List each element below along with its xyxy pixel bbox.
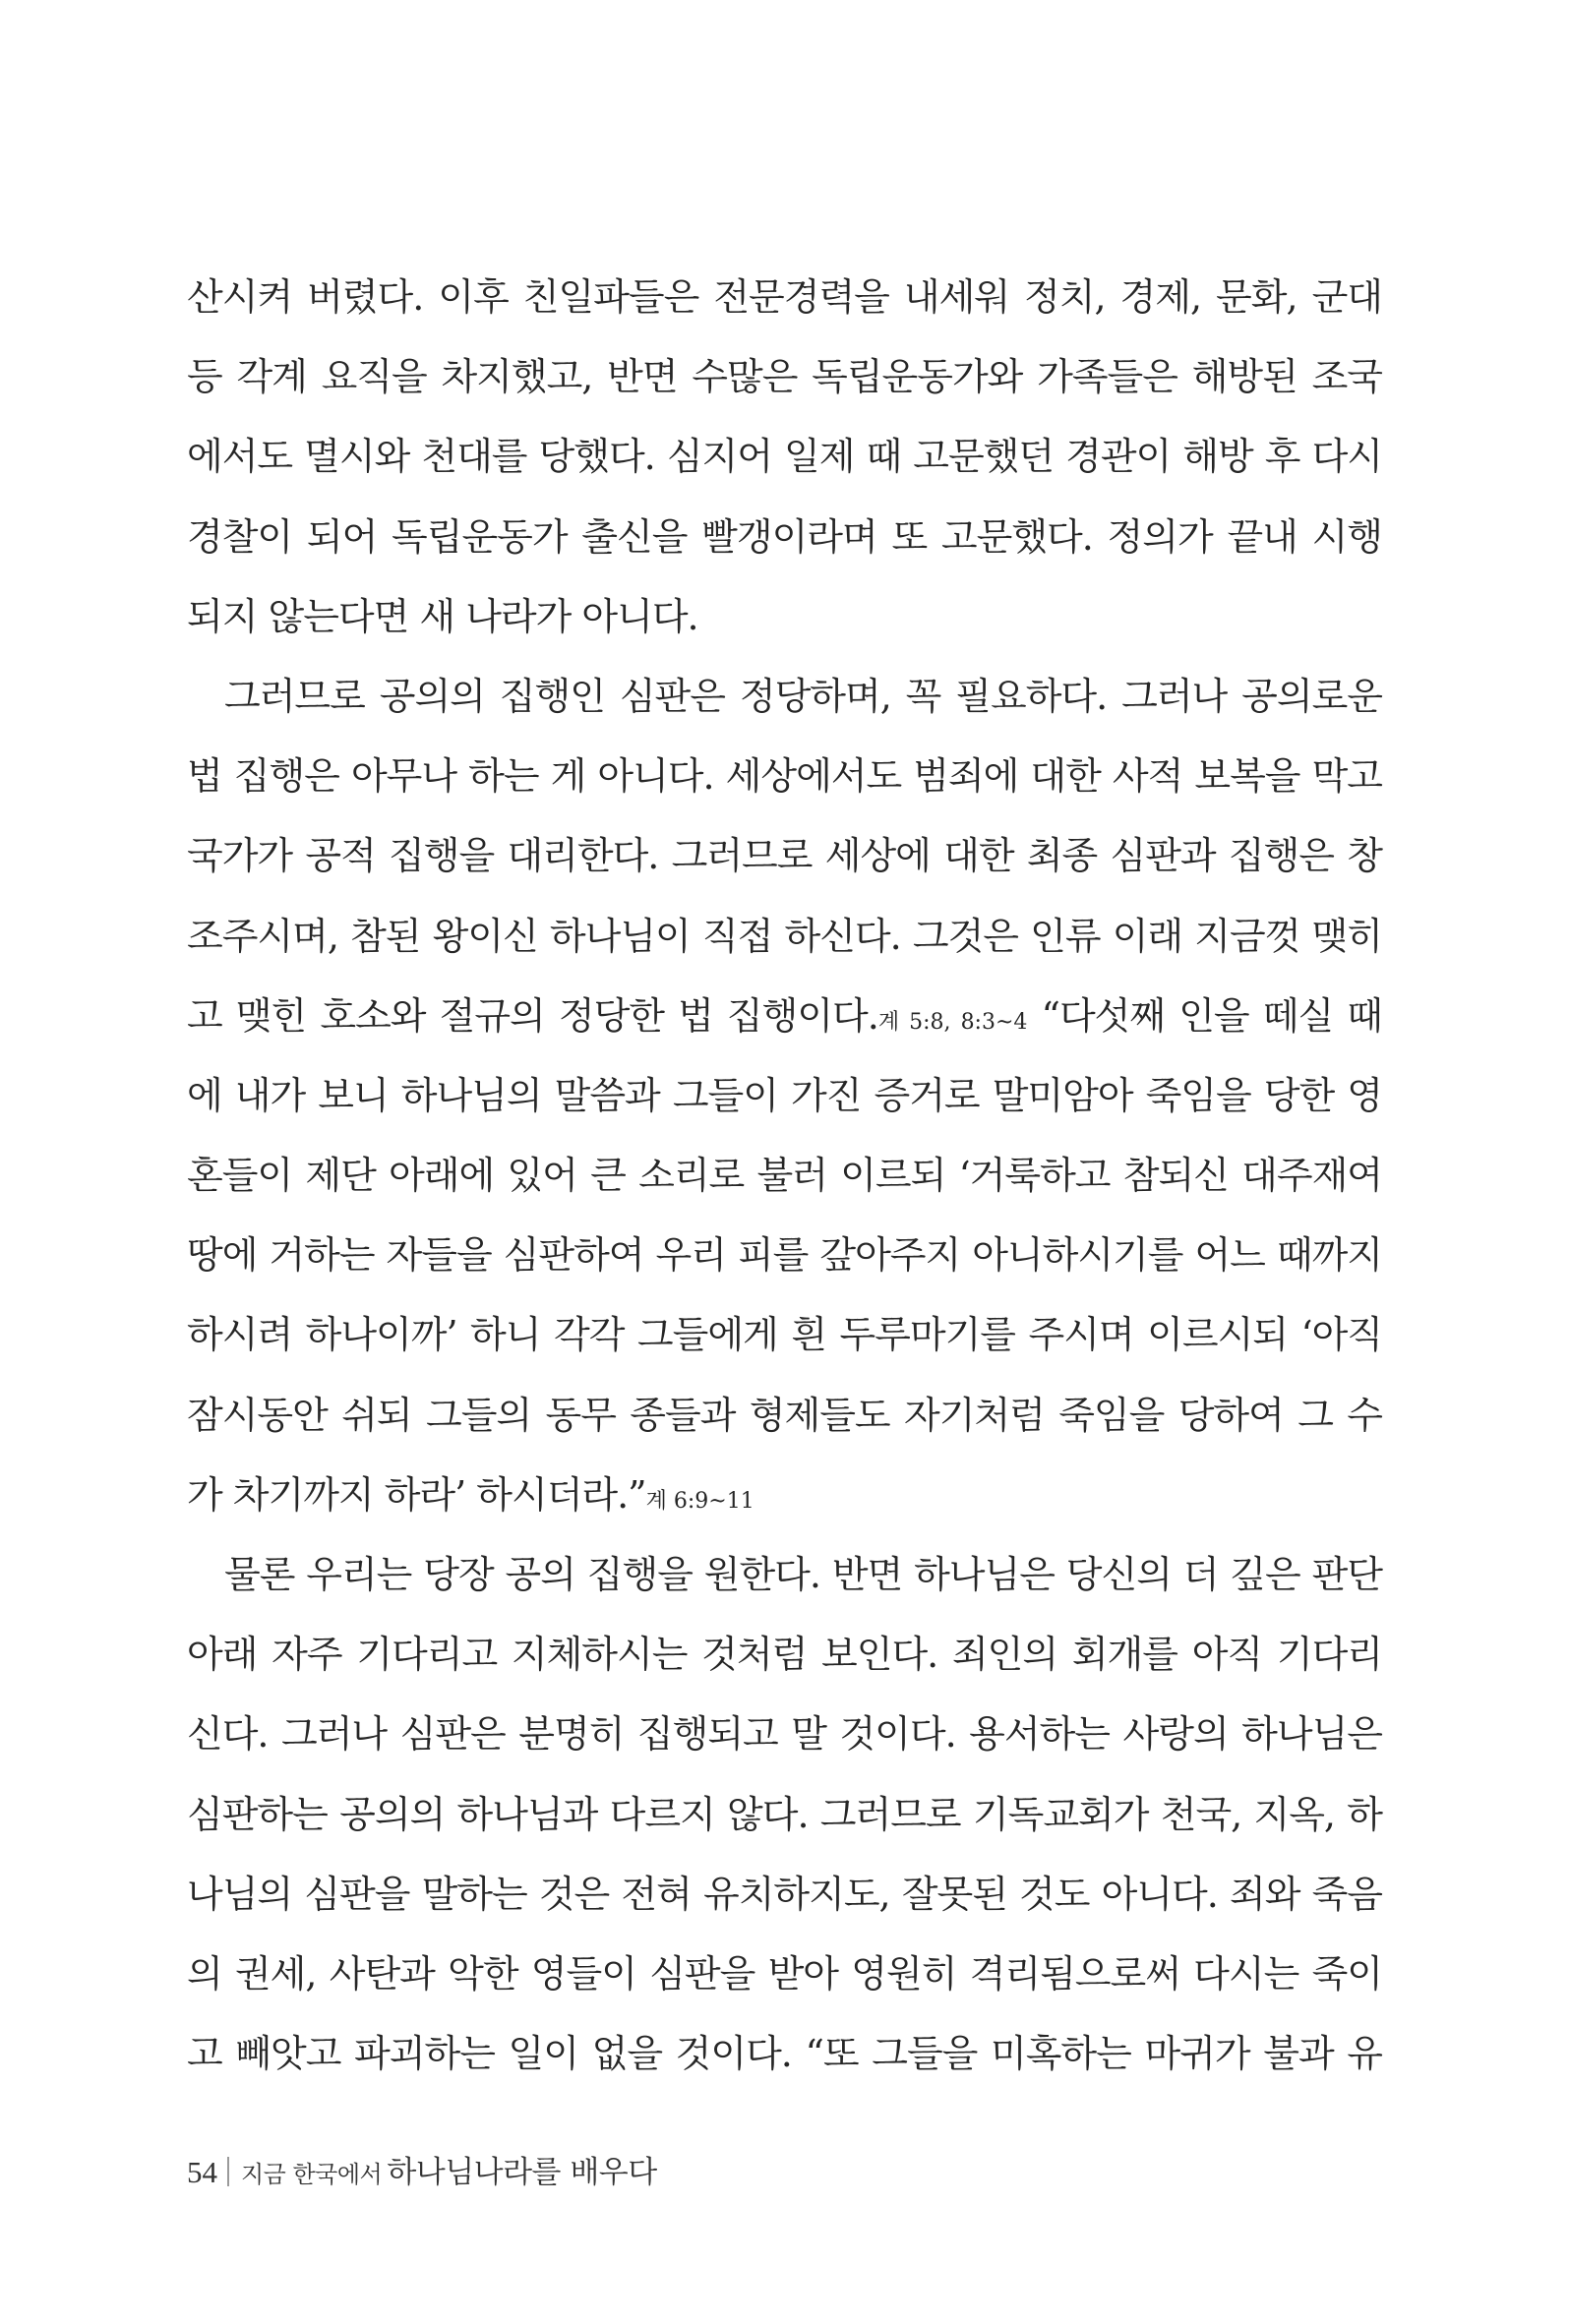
scripture-reference: 계 6:9~11 <box>645 1488 754 1514</box>
body-line: 법 집행은 아무나 하는 게 아니다. 세상에서도 범죄에 대한 사적 보복을 막고 <box>187 754 1382 799</box>
body-line: 잠시동안 쉬되 그들의 동무 종들과 형제들도 자기처럼 죽임을 당하여 그 수 <box>187 1393 1382 1437</box>
paragraph-start-line: 물론 우리는 당장 공의 집행을 원한다. 반면 하나님은 당신의 더 깊은 판단 <box>224 1553 1382 1596</box>
body-text-segment: “다섯째 인을 떼실 때 <box>1027 993 1382 1038</box>
body-line-with-reference <box>187 1456 1382 1535</box>
body-line: 산시켜 버렸다. 이후 친일파들은 전문경력을 내세워 정치, 경제, 문화, 군대 <box>187 275 1382 319</box>
body-line: 혼들이 제단 아래에 있어 큰 소리로 불러 이르되 ‘거룩하고 참되신 대주재여 <box>187 1154 1382 1198</box>
footer-divider <box>227 2157 229 2186</box>
body-text-segment: 가 차기까지 하라’ 하시더라.” <box>187 1472 646 1517</box>
body-line-with-reference <box>187 977 1382 1056</box>
paragraph-start-line: 그러므로 공의의 집행인 심판은 정당하며, 꼭 필요하다. 그러나 공의로운 <box>224 674 1382 718</box>
body-line: 에 내가 보니 하나님의 말씀과 그들이 가진 증거로 말미암아 죽임을 당한 영 <box>187 1073 1382 1117</box>
body-line: 경찰이 되어 독립운동가 출신을 빨갱이라며 또 고문했다. 정의가 끝내 시행 <box>187 514 1382 559</box>
body-line: 에서도 멸시와 천대를 당했다. 심지어 일제 때 고문했던 경관이 해방 후 다시 <box>187 435 1382 479</box>
body-line: 신다. 그러나 심판은 분명히 집행되고 말 것이다. 용서하는 사랑의 하나님은 <box>187 1712 1382 1757</box>
body-line: 고 빼앗고 파괴하는 일이 없을 것이다. “또 그들을 미혹하는 마귀가 불과 유 <box>187 2032 1382 2076</box>
body-line: 아래 자주 기다리고 지체하시는 것처럼 보인다. 죄인의 회개를 아직 기다리 <box>187 1633 1382 1677</box>
book-title-main: 하나님나라를 배우다 <box>387 2155 657 2190</box>
body-line: 등 각계 요직을 차지했고, 반면 수많은 독립운동가와 가족들은 해방된 조국 <box>187 355 1382 399</box>
body-line: 국가가 공적 집행을 대리한다. 그러므로 세상에 대한 최종 심판과 집행은 창 <box>187 834 1382 878</box>
book-title-prefix: 지금 한국에서 <box>241 2161 383 2188</box>
body-line: 되지 않는다면 새 나라가 아니다. <box>187 594 698 638</box>
body-line: 나님의 심판을 말하는 것은 전혀 유치하지도, 잘못된 것도 아니다. 죄와 죽음 <box>187 1872 1382 1916</box>
page-number: 54 <box>187 2155 217 2189</box>
body-line: 하시려 하나이까’ 하니 각각 그들에게 흰 두루마기를 주시며 이르시되 ‘아직 <box>187 1313 1382 1357</box>
body-line: 의 권세, 사탄과 악한 영들이 심판을 받아 영원히 격리됨으로써 다시는 죽이 <box>187 1951 1382 1996</box>
body-line: 조주시며, 참된 왕이신 하나님이 직접 하신다. 그것은 인류 이래 지금껏 맺히 <box>187 914 1382 958</box>
body-line: 땅에 거하는 자들을 심판하여 우리 피를 갚아주지 아니하시기를 어느 때까지 <box>187 1233 1382 1278</box>
body-text <box>187 258 1382 2094</box>
page-footer <box>187 2151 657 2194</box>
scripture-reference: 계 5:8, 8:3~4 <box>877 1009 1028 1035</box>
body-text-segment: 고 맺힌 호소와 절규의 정당한 법 집행이다. <box>187 993 878 1038</box>
body-line: 심판하는 공의의 하나님과 다르지 않다. 그러므로 기독교회가 천국, 지옥, 하 <box>187 1792 1382 1836</box>
